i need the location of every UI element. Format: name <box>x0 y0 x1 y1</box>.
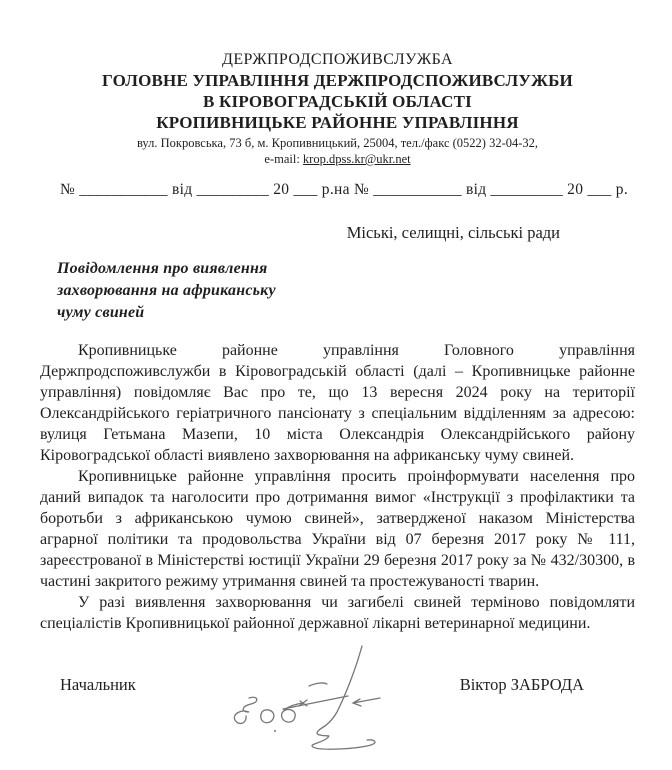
org-address: вул. Покровська, 73 б, м. Кропивницький, 25004, тел./факс (0522) 32-04-32, <box>136 136 539 150</box>
org-name-region: В КІРОВОГРАДСЬКІЙ ОБЛАСТІ <box>203 92 472 111</box>
subject-line-3: чуму свиней <box>57 304 145 321</box>
org-email-line <box>40 151 635 167</box>
recipient-line: Міські, селищні, сільські ради <box>346 223 560 242</box>
body-paragraph-3: У разі виявлення захворювання чи загибелі свиней терміново повідомляти спеціалістів Кропивницької районної державної лікарні ветеринарної медицини. <box>40 594 635 632</box>
letter-body <box>40 340 635 634</box>
org-name-main: ГОЛОВНЕ УПРАВЛІННЯ ДЕРЖПРОДСПОЖИВСЛУЖБИ <box>102 71 573 90</box>
email-label: e-mail: <box>264 152 303 166</box>
org-name-parent: ДЕРЖПРОДСПОЖИВСЛУЖБА <box>222 51 453 68</box>
reference-number-line <box>40 180 635 200</box>
subject-line-1: Повідомлення про виявлення <box>57 260 268 277</box>
handwritten-signature-icon <box>213 638 393 758</box>
body-paragraph-1: Кропивницьке районне управління Головного управління Держпродспоживслужби в Кіровоградській області (далі – Кропивницьке районне управління) повідомляє Вас про те, що 13 вересня 2024 року на території Олександрійського геріатричного пансіонату з спеціальним відділенням за адресою: вулиця Гетьмана Мазепи, 10 міста Олександрія Олександрійського району Кіровоградської області виявлено захворювання на африканську чуму свиней. <box>40 342 635 464</box>
email-link[interactable]: krop.dpss.kr@ukr.net <box>302 152 411 166</box>
signer-name: Віктор ЗАБРОДА <box>459 675 584 694</box>
subject-line-2: захворювання на африканську <box>57 282 276 299</box>
incoming-number-blank: на № ___________ від _________ 20 ___ р. <box>334 181 629 198</box>
outgoing-number-blank: № ___________ від _________ 20 ___ р. <box>60 181 335 198</box>
letterhead <box>40 49 635 167</box>
org-name-department: КРОПИВНИЦЬКЕ РАЙОННЕ УПРАВЛІННЯ <box>156 113 519 132</box>
subject-block <box>57 258 635 324</box>
signer-position: Начальник <box>60 675 136 694</box>
body-paragraph-2: Кропивницьке районне управління просить проінформувати населення про даний випадок та наголосити про дотримання вимог «Інструкції з профілактики та боротьби з африканською чумою свиней», затвердженої наказом Міністерства аграрної політики та продовольства України від 07 березня 2017 року № 111, зареєстрованої в Міністерстві юстиції України 29 березня 2017 року за № 432/30300, в частині закритого режиму утримання свиней та простежуваності тварин. <box>40 468 635 590</box>
